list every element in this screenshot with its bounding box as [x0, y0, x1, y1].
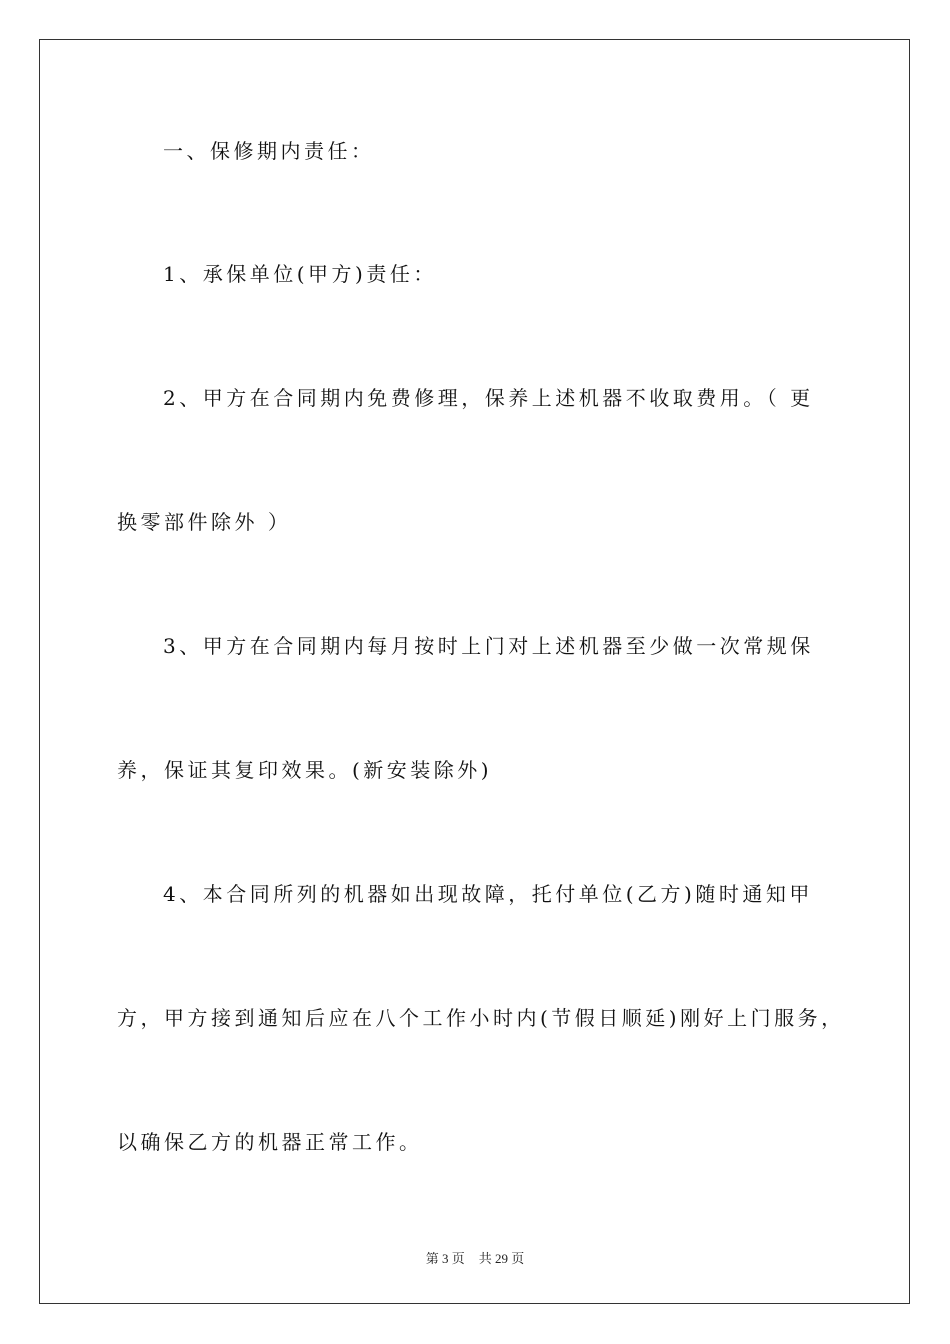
page-footer [0, 1248, 950, 1267]
section-heading: 一、保修期内责任： [163, 139, 375, 163]
paragraph-line: 换零部件除外 ） [117, 510, 292, 534]
page-border [39, 39, 910, 1304]
paragraph-line: 方，甲方接到通知后应在八个工作小时内(节假日顺延)刚好上门服务， [117, 1006, 845, 1030]
paragraph-line: 养，保证其复印效果。(新安装除外) [117, 758, 493, 782]
paragraph-line: 4、本合同所列的机器如出现故障，托付单位(乙方)随时通知甲 [163, 882, 813, 906]
paragraph-line: 2、甲方在合同期内免费修理，保养上述机器不收取费用。（ 更 [163, 386, 814, 410]
paragraph-line: 3、甲方在合同期内每月按时上门对上述机器至少做一次常规保 [163, 634, 814, 658]
paragraph-line: 1、承保单位(甲方)责任： [163, 262, 437, 286]
page-number: 第 3 页 [425, 1251, 465, 1266]
total-pages: 共 29 页 [478, 1251, 525, 1266]
paragraph-line: 以确保乙方的机器正常工作。 [117, 1130, 423, 1154]
